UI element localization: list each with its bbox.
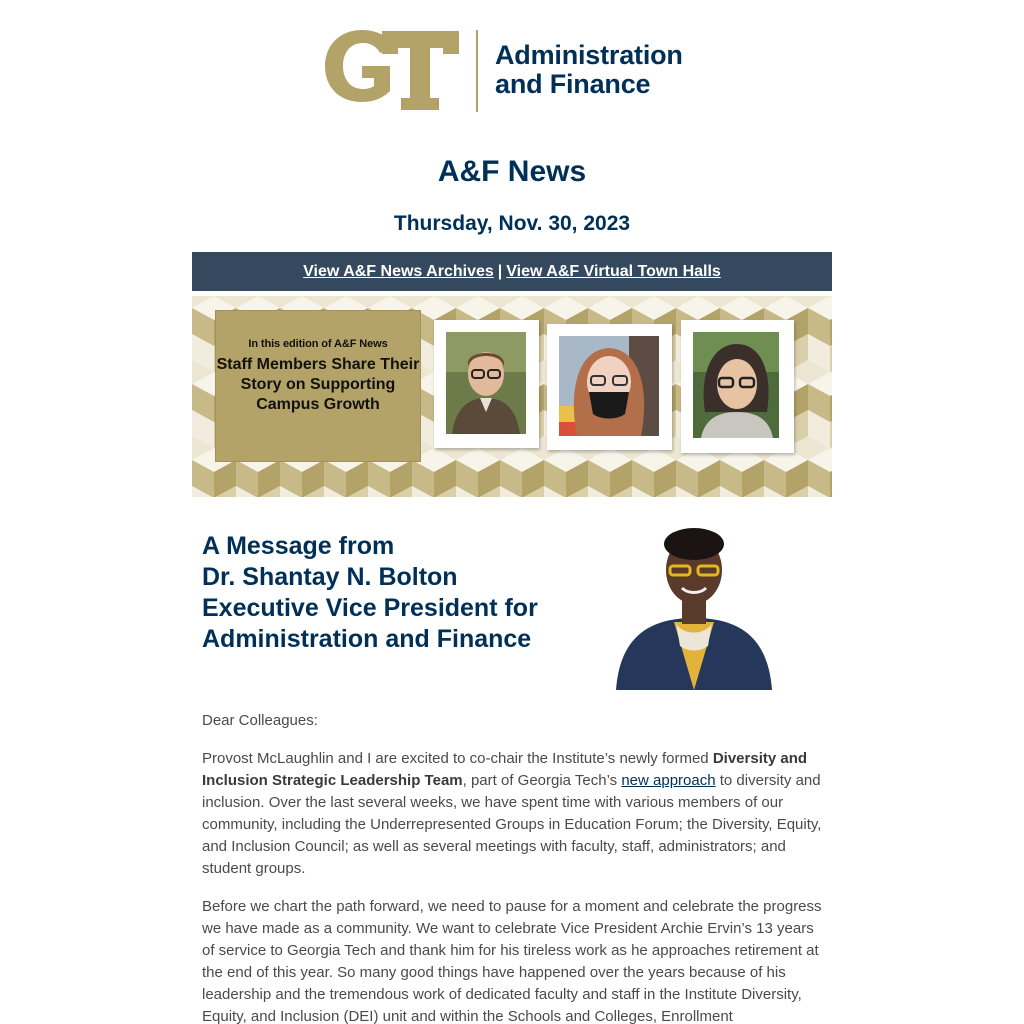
newsletter-title: A&F News [437,155,587,188]
nav-bar [192,252,832,291]
message-heading-line1: A Message from [202,532,395,560]
paragraph-2: Before we chart the path forward, we need to pause for a moment and celebrate the progress we have made as a community. We want to celebrate Vice President Archie Ervin’s 13 years of service to Georgia Tech and thank him for his tireless work as he approaches retirement at the end of this year. So many good things have happened over the years because of his leadership and the tremendous work of dedicated faculty and staff in the Institute Diversity, Equity, and Inclusion (DEI) unit and within the Schools and Colleges, Enrollment [202,898,822,1024]
logo-text-line1: Administration [495,40,683,70]
newsletter-date: Thursday, Nov. 30, 2023 [393,212,631,235]
staff-photo-2 [559,336,659,436]
gt-logo-icon [322,28,462,112]
paragraph-1-text-c: to diversity and inclusion. Over the last several weeks, we have spent time with various members of our community, including the Underrepresented Groups in Education Forum; the Diversity, Equity, and Inclusion Council; as well as several meetings with faculty, staff, administrators; and student groups. [202,772,822,877]
staff-photo-1 [446,332,526,434]
message-heading-line2: Dr. Shantay N. Bolton [202,563,458,591]
message-heading-line3: Executive Vice President for [202,594,538,622]
paragraph-1-text-b: , part of Georgia Tech’s [462,772,622,789]
logo-text [495,41,683,99]
staff-photo-3 [693,332,779,438]
town-halls-link[interactable]: View A&F Virtual Town Halls [506,263,721,280]
banner-kicker: In this edition of A&F News [248,338,388,350]
paragraph-1-text-a: Provost McLaughlin and I are excited to co-chair the Institute’s newly formed [202,750,713,767]
leadership-team-name: Diversity and Inclusion Strategic Leadership Team [202,750,808,789]
staff-photo-frame-1 [434,320,539,448]
af-logo[interactable] [322,28,682,114]
edition-banner[interactable] [192,296,832,497]
salutation: Dear Colleagues: [202,712,318,729]
archives-link[interactable]: View A&F News Archives [303,263,494,280]
banner-headline-box [215,310,421,462]
logo-divider [476,30,478,112]
message-heading [202,531,582,655]
staff-photo-frame-3 [681,320,794,453]
paragraph-1 [202,748,824,880]
banner-headline: Staff Members Share Their Story on Supporting Campus Growth [216,356,420,413]
nav-separator: | [497,263,503,280]
logo-text-line2: and Finance [495,69,651,99]
staff-photo-frame-2 [547,324,672,450]
executive-portrait [604,526,784,690]
new-approach-link[interactable]: new approach [621,772,716,789]
message-heading-line4: Administration and Finance [202,625,532,653]
